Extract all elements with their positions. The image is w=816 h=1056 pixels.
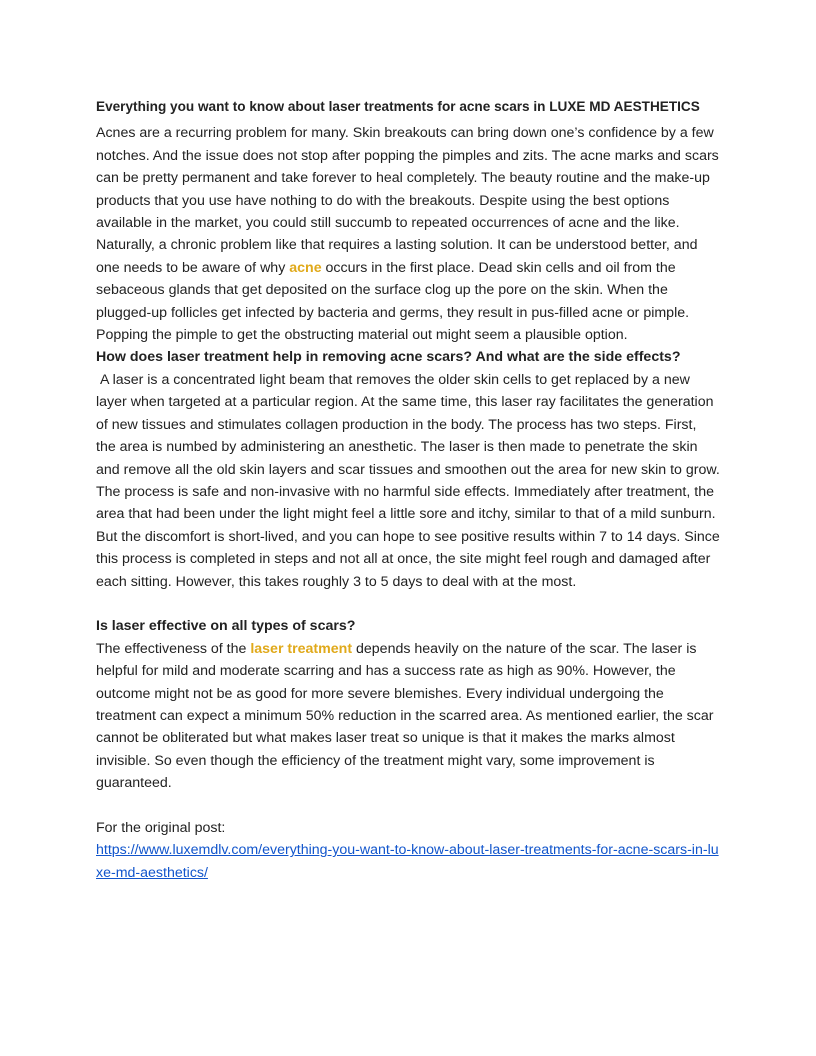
acne-highlight: acne	[289, 259, 322, 276]
original-post-link-wrap	[96, 839, 720, 884]
spacer	[96, 593, 720, 615]
spacer	[96, 795, 720, 817]
original-post-link[interactable]: https://www.luxemdlv.com/everything-you-want-to-know-about-laser-treatments-for-acne-scars-in-luxe-md-aesthetics/	[96, 842, 719, 881]
document-title: Everything you want to know about laser treatments for acne scars in LUXE MD AESTHETICS	[96, 99, 700, 114]
section1-heading: How does laser treatment help in removing acne scars? And what are the side effects?	[96, 349, 681, 366]
original-post-label: For the original post:	[96, 819, 226, 836]
section2-heading: Is laser effective on all types of scars?	[96, 618, 356, 635]
section1-body: A laser is a concentrated light beam that removes the older skin cells to get replaced by a new layer when targeted at a particular region. At the same time, this laser ray facilitates the generation of new tissues and stimulates collagen production in the body. The process has two steps. First, the area is numbed by administering an anesthetic. The laser is then made to penetrate the skin and remove all the old skin layers and scar tissues and smoothen out the area for new skin to grow. The process is safe and non-invasive with no harmful side effects. Immediately after treatment, the area that had been under the light might feel a little sore and itchy, similar to that of a mild sunburn. But the discomfort is short-lived, and you can hope to see positive results within 7 to 14 days. Since this process is completed in steps and not all at once, the site might feel rough and damaged after each sitting. However, this takes roughly 3 to 5 days to deal with at the most.	[96, 371, 724, 590]
section2-text-after: depends heavily on the nature of the scar. The laser is helpful for mild and moderate scarring and has a success rate as high as 90%. However, the outcome might not be as good for more severe blemishes. Every individual undergoing the treatment can expect a minimum 50% reduction in the scarred area. As mentioned earlier, the scar cannot be obliterated but what makes laser treat so unique is that it makes the marks almost invisible. So even though the efficiency of the treatment might vary, some improvement is guaranteed.	[96, 640, 714, 792]
section2-body	[96, 638, 720, 795]
section2-text-before: The effectiveness of the	[96, 640, 251, 657]
intro-paragraph	[96, 122, 720, 346]
intro-text-after: occurs in the first place. Dead skin cells and oil from the sebaceous glands that get deposited on the surface clog up the pore on the skin. When the plugged-up follicles get infected by bacteria and germs, they result in pus-filled acne or pimple. Popping the pimple to get the obstructing material out might seem a plausible option.	[96, 259, 690, 344]
intro-text-before: Acnes are a recurring problem for many. Skin breakouts can bring down one’s confidence by a few notches. And the issue does not stop after popping the pimples and zits. The acne marks and scars can be pretty permanent and take forever to heal completely. The beauty routine and the make-up products that you use have nothing to do with the breakouts. Despite using the best options available in the market, you could still succumb to repeated occurrences of acne and the like. Naturally, a chronic problem like that requires a lasting solution. It can be understood better, and one needs to be aware of why	[96, 125, 719, 276]
laser-treatment-highlight: laser treatment	[250, 640, 353, 657]
document-page	[96, 96, 724, 884]
